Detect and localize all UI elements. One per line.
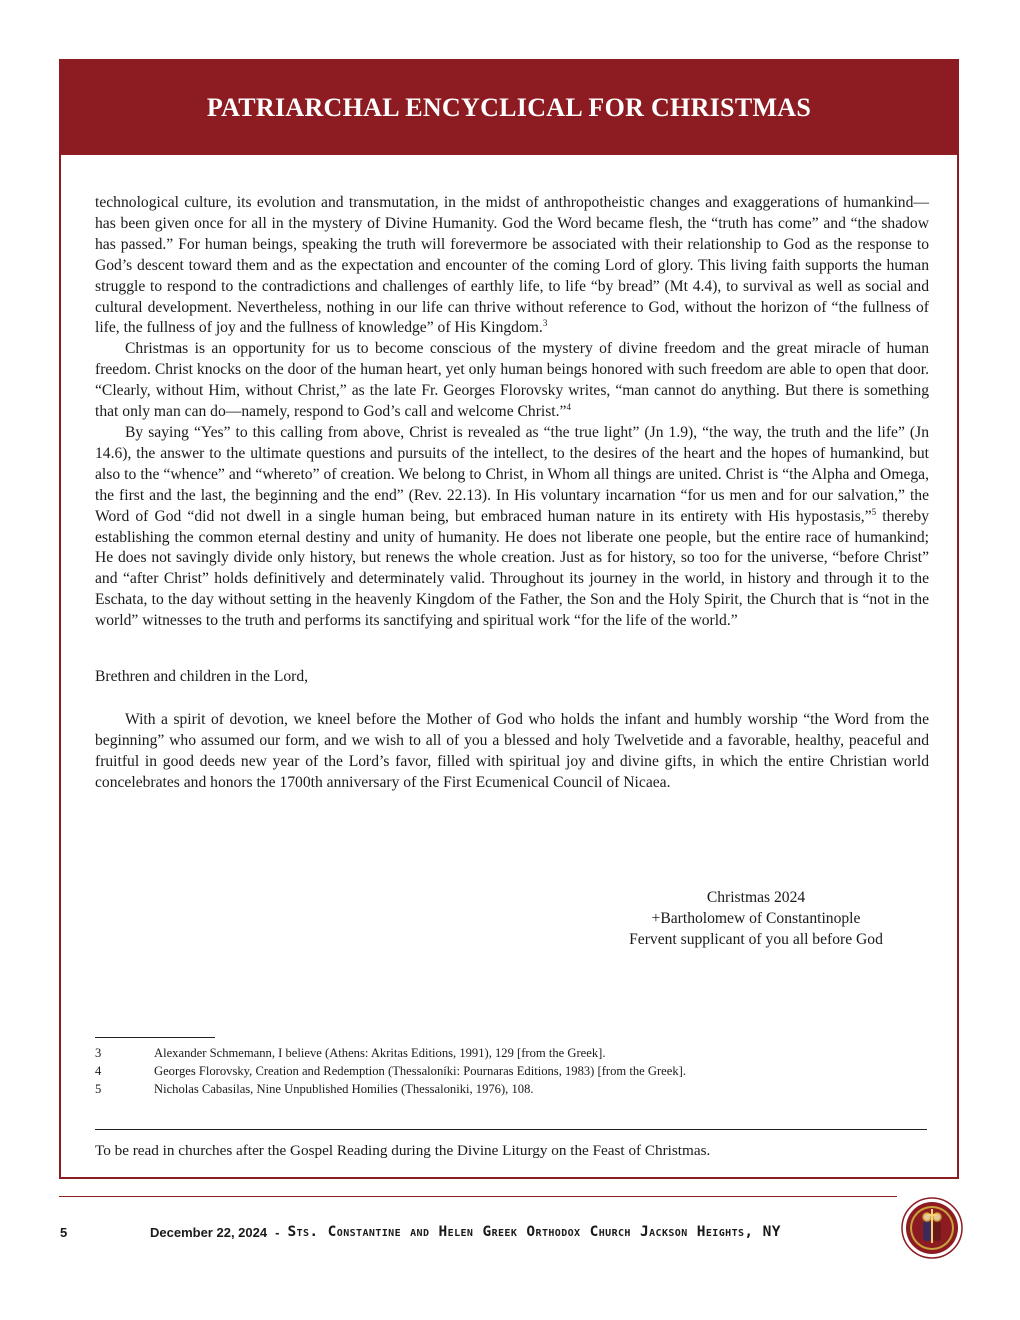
paragraph-3: By saying “Yes” to this calling from above, Christ is revealed as “the true light” (Jn 1.9), “the way, the truth and the life” (Jn 14.6), the answer to the ultimate questions and pursuits of the intellect, to the desires of the heart and the hopes of humankind, but also to the “whence” and “whereto” of creation. We belong to Christ, in Whom all things are united. Christ is “the Alpha and Omega, the first and the last, the beginning and the end” (Rev. 22.13). In His voluntary incarnation “for us men and for our salvation,” the Word of God “did not dwell in a single human being, but embraced human nature in its entirety with His hypostasis,”$^5$ thereby establishing the common eternal destiny and unity of humanity. He does not liberate one people, but the entire race of humankind; He does not savingly divide only history, but renews the whole creation. Just as for history, so too for the universe, “before Christ” and “after Christ” holds definitively and determinately valid. Throughout its journey in the world, in history and through it to the Eschata, to the day without setting in the heavenly Kingdom of the Father, the Son and the Holy Spirit, the Church that is “not in the world” witnesses to the truth and performs its sanctifying and spiritual work “for the life of the world.” (95, 423, 929, 630)
footnote-item: 5 Nicholas Cabasilas, Nine Unpublished Homilies (Thessaloniki, 1976), 108. (95, 1082, 534, 1097)
footnote-item: 3 Alexander Schmemann, I believe (Athens: Akritas Editions, 1991), 129 [from the Greek]. (95, 1046, 606, 1060)
paragraph-2: Christmas is an opportunity for us to become conscious of the mystery of divine freedom and the great miracle of human freedom. Christ knocks on the door of the human heart, yet only human beings honored with such freedom are able to open that door. “Clearly, without Him, without Christ,” as the late Fr. Georges Florovsky writes, “man cannot do anything. But there is something that only man can do—namely, respond to God’s call and welcome Christ.”$^4$ (95, 340, 929, 421)
footer-divider (59, 1196, 897, 1197)
footnote-ref-4[interactable]: 4 (566, 401, 571, 412)
church-name: Sts. Constantine and Helen Greek Orthodox Church Jackson Heights, NY (287, 1224, 781, 1240)
signature-closing: Fervent supplicant of you all before God (629, 931, 883, 948)
bulletin-date: December 22, 2024 (150, 1224, 268, 1240)
church-seal-icon (901, 1197, 963, 1259)
footnote-ref-3[interactable]: 3 (542, 318, 548, 329)
reading-note-divider (95, 1129, 927, 1130)
signature-date: Christmas 2024 (706, 889, 806, 906)
footnote-divider (95, 1037, 215, 1038)
greeting: Brethren and children in the Lord, (95, 668, 309, 686)
signature-block (581, 887, 931, 950)
page-number: 5 (60, 1224, 68, 1240)
footer-separator: - (275, 1224, 280, 1240)
paragraph-1: technological culture, its evolution and transmutation, in the midst of anthropotheistic changes and exaggerations of humankind— has been given once for all in the mystery of Divine Humanity. God the Word became flesh, the “truth has come” and “the shadow has passed.” For human beings, speaking the truth will forevermore be associated with their relationship to God as the response to God’s descent toward them and as the expectation and encounter of the coming Lord of glory. This living faith supports the human struggle to respond to the contradictions and challenges of earthly life, to life “by bread” (Mt 4.4), to survival as well as social and cultural development. Nevertheless, nothing in our life can thrive without reference to God, without the horizon of “the fullness of life, the fullness of joy and the fullness of knowledge” of His Kingdom.$^3$ (95, 194, 929, 337)
footnotes (95, 1044, 929, 1099)
page-footer (60, 1220, 900, 1244)
footnote-item: 4 Georges Florovsky, Creation and Redemption (Thessaloníki: Pournaras Editions, 1983) [from the Greek]. (95, 1064, 686, 1079)
page-title: PATRIARCHAL ENCYCLICAL FOR CHRISTMAS (206, 93, 812, 122)
content-frame (59, 59, 959, 1179)
blessing-paragraph: With a spirit of devotion, we kneel before the Mother of God who holds the infant and humbly worship “the Word from the beginning” who assumed our form, and we wish to all of you a blessed and holy Twelvetide and a favorable, healthy, peaceful and fruitful in good deeds new year of the Lord’s favor, filled with spiritual joy and divine gifts, in which the entire Christian world concelebrates and honors the 1700th anniversary of the First Ecumenical Council of Nicaea. (95, 710, 929, 791)
footnote-ref-5[interactable]: 5 (871, 506, 877, 517)
reading-note: To be read in churches after the Gospel Reading during the Divine Liturgy on the Feast of Christmas. (95, 1142, 711, 1159)
signature-name: +Bartholomew of Constantinople (651, 910, 861, 927)
title-banner (61, 61, 957, 155)
encyclical-body (95, 193, 929, 794)
